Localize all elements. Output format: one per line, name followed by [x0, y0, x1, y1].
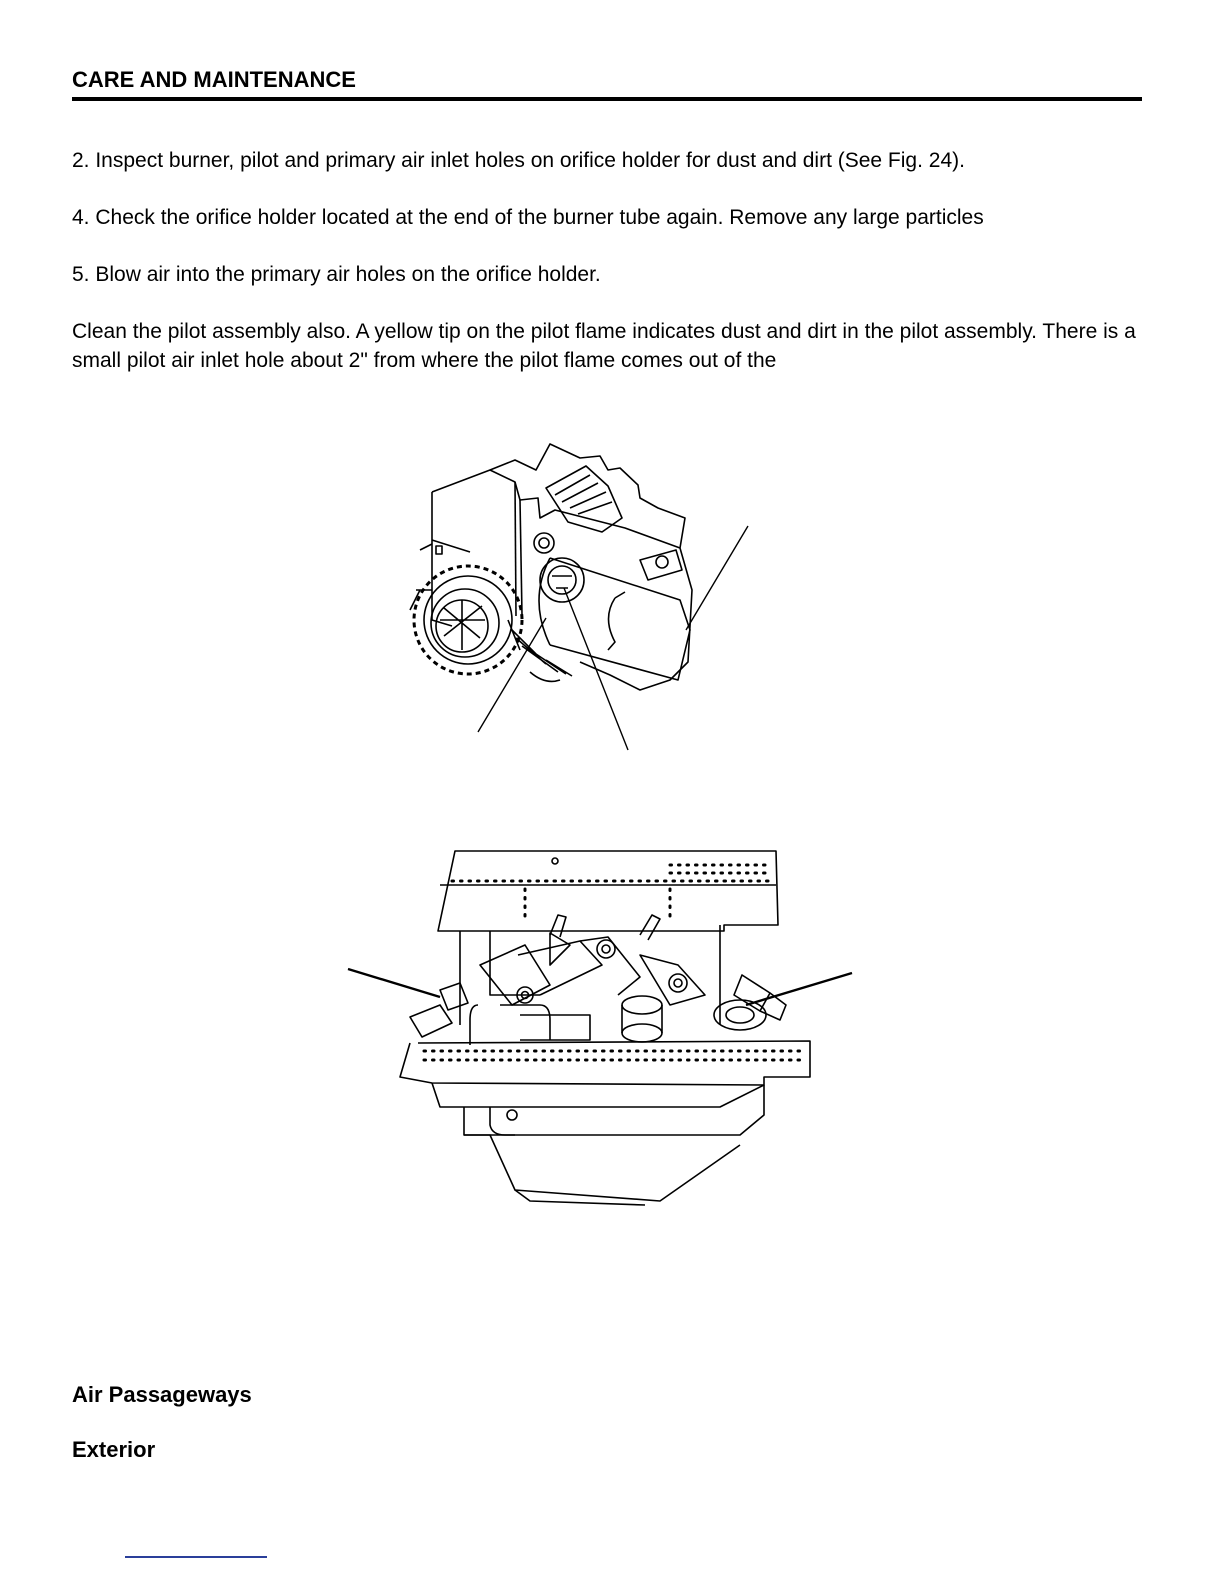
section-header	[72, 67, 1142, 101]
step-2-paragraph: 2. Inspect burner, pilot and primary air inlet holes on orifice holder for dust and dirt (See Fig. 24).	[72, 149, 965, 172]
burner-orifice-holder-diagram	[340, 440, 760, 760]
step-4-paragraph: 4. Check the orifice holder located at the end of the burner tube again. Remove any large particles	[72, 206, 984, 229]
step-5-paragraph: 5. Blow air into the primary air holes on the orifice holder.	[72, 263, 601, 286]
air-passageways-heading: Air Passageways	[72, 1382, 252, 1407]
exterior-heading: Exterior	[72, 1437, 156, 1462]
pilot-cleaning-paragraph: Clean the pilot assembly also. A yellow tip on the pilot flame indicates dust and dirt in the pilot assembly. There is a small pilot air inlet hole about 2" from where the pilot flame comes out of the	[72, 320, 1136, 372]
footnote-link-underline[interactable]	[125, 1556, 267, 1558]
gas-valve-assembly-diagram	[340, 845, 860, 1215]
page-title: CARE AND MAINTENANCE	[72, 67, 356, 92]
